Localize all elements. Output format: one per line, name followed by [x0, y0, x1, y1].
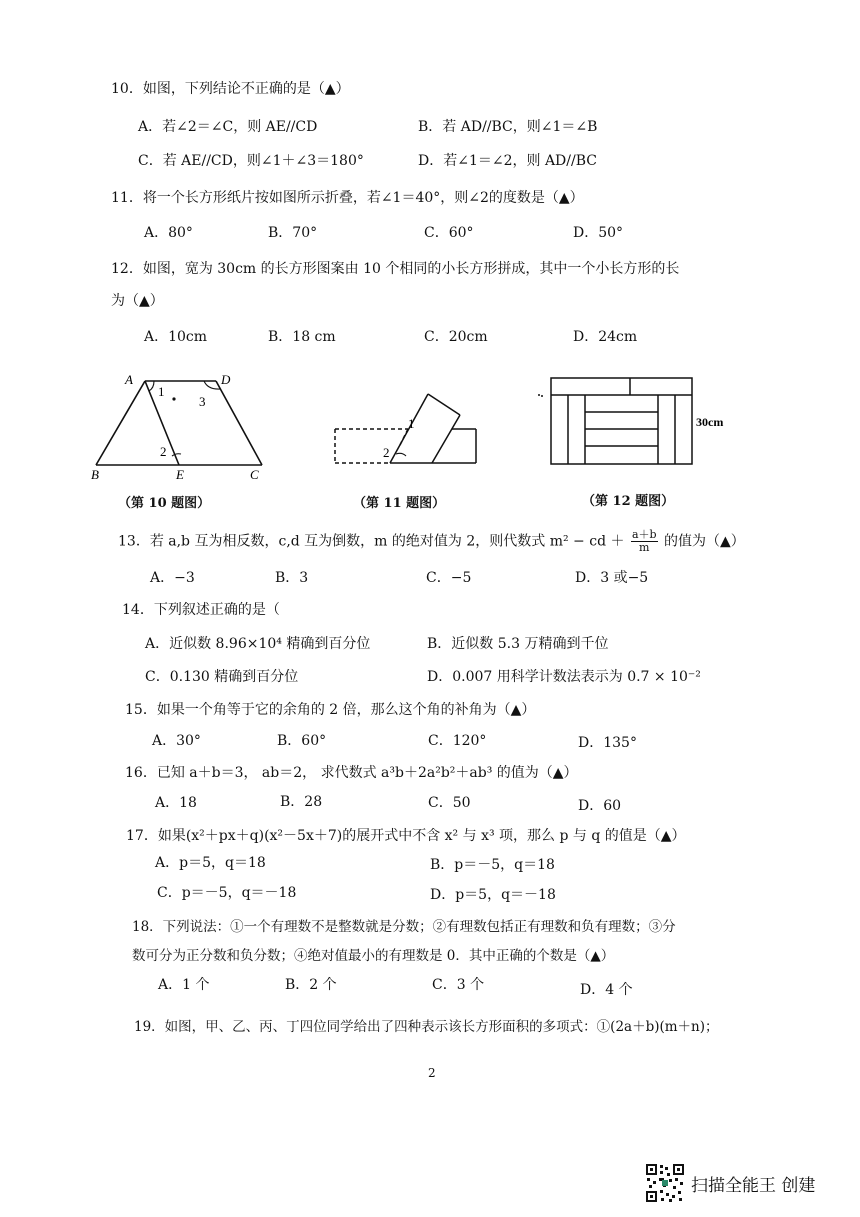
- q15-option-d: D．135°: [578, 735, 637, 751]
- q13-stem: [118, 529, 745, 554]
- fig10-label-b: B: [91, 467, 99, 480]
- q11-option-a: A．80°: [144, 225, 193, 241]
- q13-option-d: D．3 或−5: [575, 570, 649, 586]
- q17-stem: 17．如果(x²＋px＋q)(x²－5x＋7)的展开式中不含 x² 与 x³ 项，那么 p 与 q 的值是（▲）: [126, 828, 686, 844]
- q16-option-d: D．60: [578, 798, 622, 814]
- figure-12-rectangle-pattern: [535, 370, 740, 468]
- q16-option-c: C．50: [428, 795, 471, 811]
- q10-option-b: B．若 AD//BC，则∠1＝∠B: [418, 119, 598, 135]
- watermark-text: 扫描全能王 创建: [691, 1175, 816, 1196]
- q15-option-c: C．120°: [428, 733, 487, 749]
- fig11-angle-2: 2: [383, 445, 390, 460]
- fig10-angle-3: 3: [199, 394, 206, 409]
- q12-option-d: D．24cm: [573, 329, 638, 345]
- q19-stem: 19．如图，甲、乙、丙、丁四位同学给出了四种表示该长方形面积的多项式：①(2a＋b)(m＋n)；: [134, 1019, 719, 1035]
- fig10-label-c: C: [250, 467, 259, 480]
- q14-option-d: D．0.007 用科学计数法表示为 0.7 × 10⁻²: [427, 669, 701, 685]
- fig12-width-label: 30cm: [696, 415, 724, 429]
- q18-option-b: B．2 个: [285, 977, 337, 993]
- q18-stem-line2: 数可分为正分数和负分数；④绝对值最小的有理数是 0．其中正确的个数是（▲）: [132, 948, 615, 964]
- fig10-angle-2: 2: [160, 444, 167, 459]
- q14-stem: 14．下列叙述正确的是（: [122, 602, 280, 618]
- q14-option-a: A．近似数 8.96×10⁴ 精确到百分位: [145, 636, 371, 652]
- q13-fraction-numerator: a＋b: [631, 528, 657, 541]
- q11-option-b: B．70°: [268, 225, 318, 241]
- q12-option-c: C．20cm: [424, 329, 488, 345]
- q13-option-a: A．−3: [150, 570, 195, 586]
- q10-option-a: A．若∠2＝∠C，则 AE//CD: [138, 119, 318, 135]
- q13-option-c: C．−5: [426, 570, 472, 586]
- q11-option-d: D．50°: [573, 225, 624, 241]
- q13-fraction-denominator: m: [639, 541, 650, 554]
- q13-stem-prefix: 13．若 a,b 互为相反数，c,d 互为倒数，m 的绝对值为 2，则代数式 m² − cd ＋: [118, 533, 625, 550]
- figure-11-folded-rectangle: [328, 388, 478, 470]
- q16-option-a: A．18: [155, 795, 197, 811]
- fig10-label-d: D: [221, 372, 231, 387]
- q16-option-b: B．28: [280, 794, 323, 810]
- q10-option-d: D．若∠1＝∠2，则 AD//BC: [418, 153, 597, 169]
- q12-stem-line2: 为（▲）: [111, 293, 164, 309]
- q13-option-b: B．3: [275, 570, 309, 586]
- q18-option-d: D．4 个: [580, 982, 633, 998]
- scanner-watermark: [645, 1163, 815, 1203]
- q14-option-c: C．0.130 精确到百分位: [145, 669, 299, 685]
- fig10-label-a: A: [125, 372, 133, 387]
- fig10-label-e: E: [176, 467, 184, 480]
- q13-stem-suffix: 的值为（▲）: [664, 533, 745, 550]
- fig11-caption: （第 11 题图）: [353, 496, 446, 511]
- q18-option-c: C．3 个: [432, 977, 485, 993]
- q14-option-b: B．近似数 5.3 万精确到千位: [427, 636, 609, 652]
- q15-stem: 15．如果一个角等于它的余角的 2 倍，那么这个角的补角为（▲）: [125, 702, 536, 718]
- q16-stem: 16．已知 a＋b＝3， ab＝2， 求代数式 a³b＋2a²b²＋ab³ 的值为（▲）: [125, 765, 578, 781]
- figure-10-trapezoid: [88, 368, 273, 480]
- q17-option-d: D．p＝5，q＝－18: [430, 887, 556, 903]
- q15-option-a: A．30°: [152, 733, 201, 749]
- fig11-angle-1: 1: [408, 416, 415, 431]
- q12-option-b: B．18 cm: [268, 329, 336, 345]
- q18-option-a: A．1 个: [158, 977, 210, 993]
- q10-stem: 10．如图，下列结论不正确的是（▲）: [111, 81, 350, 97]
- q12-option-a: A．10cm: [144, 329, 208, 345]
- q18-stem-line1: 18．下列说法：①一个有理数不是整数就是分数；②有理数包括正有理数和负有理数；③分: [132, 919, 676, 935]
- q10-option-c: C．若 AE//CD，则∠1＋∠3＝180°: [138, 153, 364, 169]
- q17-option-c: C．p＝－5，q＝－18: [157, 885, 297, 901]
- q17-option-a: A．p＝5，q＝18: [155, 855, 266, 871]
- page-number: 2: [428, 1066, 436, 1080]
- q13-fraction: [631, 529, 658, 554]
- q17-option-b: B．p＝－5，q＝18: [430, 857, 555, 873]
- q12-stem-line1: 12．如图，宽为 30cm 的长方形图案由 10 个相同的小长方形拼成，其中一个小长方形的长: [111, 261, 680, 277]
- q11-stem: 11．将一个长方形纸片按如图所示折叠，若∠1＝40°，则∠2的度数是（▲）: [111, 190, 584, 206]
- q11-option-c: C．60°: [424, 225, 474, 241]
- qr-code-icon: [645, 1163, 685, 1203]
- q15-option-b: B．60°: [277, 733, 327, 749]
- fig10-caption: （第 10 题图）: [118, 496, 211, 511]
- fig12-caption: （第 12 题图）: [582, 494, 675, 509]
- fig10-angle-1: 1: [158, 384, 165, 399]
